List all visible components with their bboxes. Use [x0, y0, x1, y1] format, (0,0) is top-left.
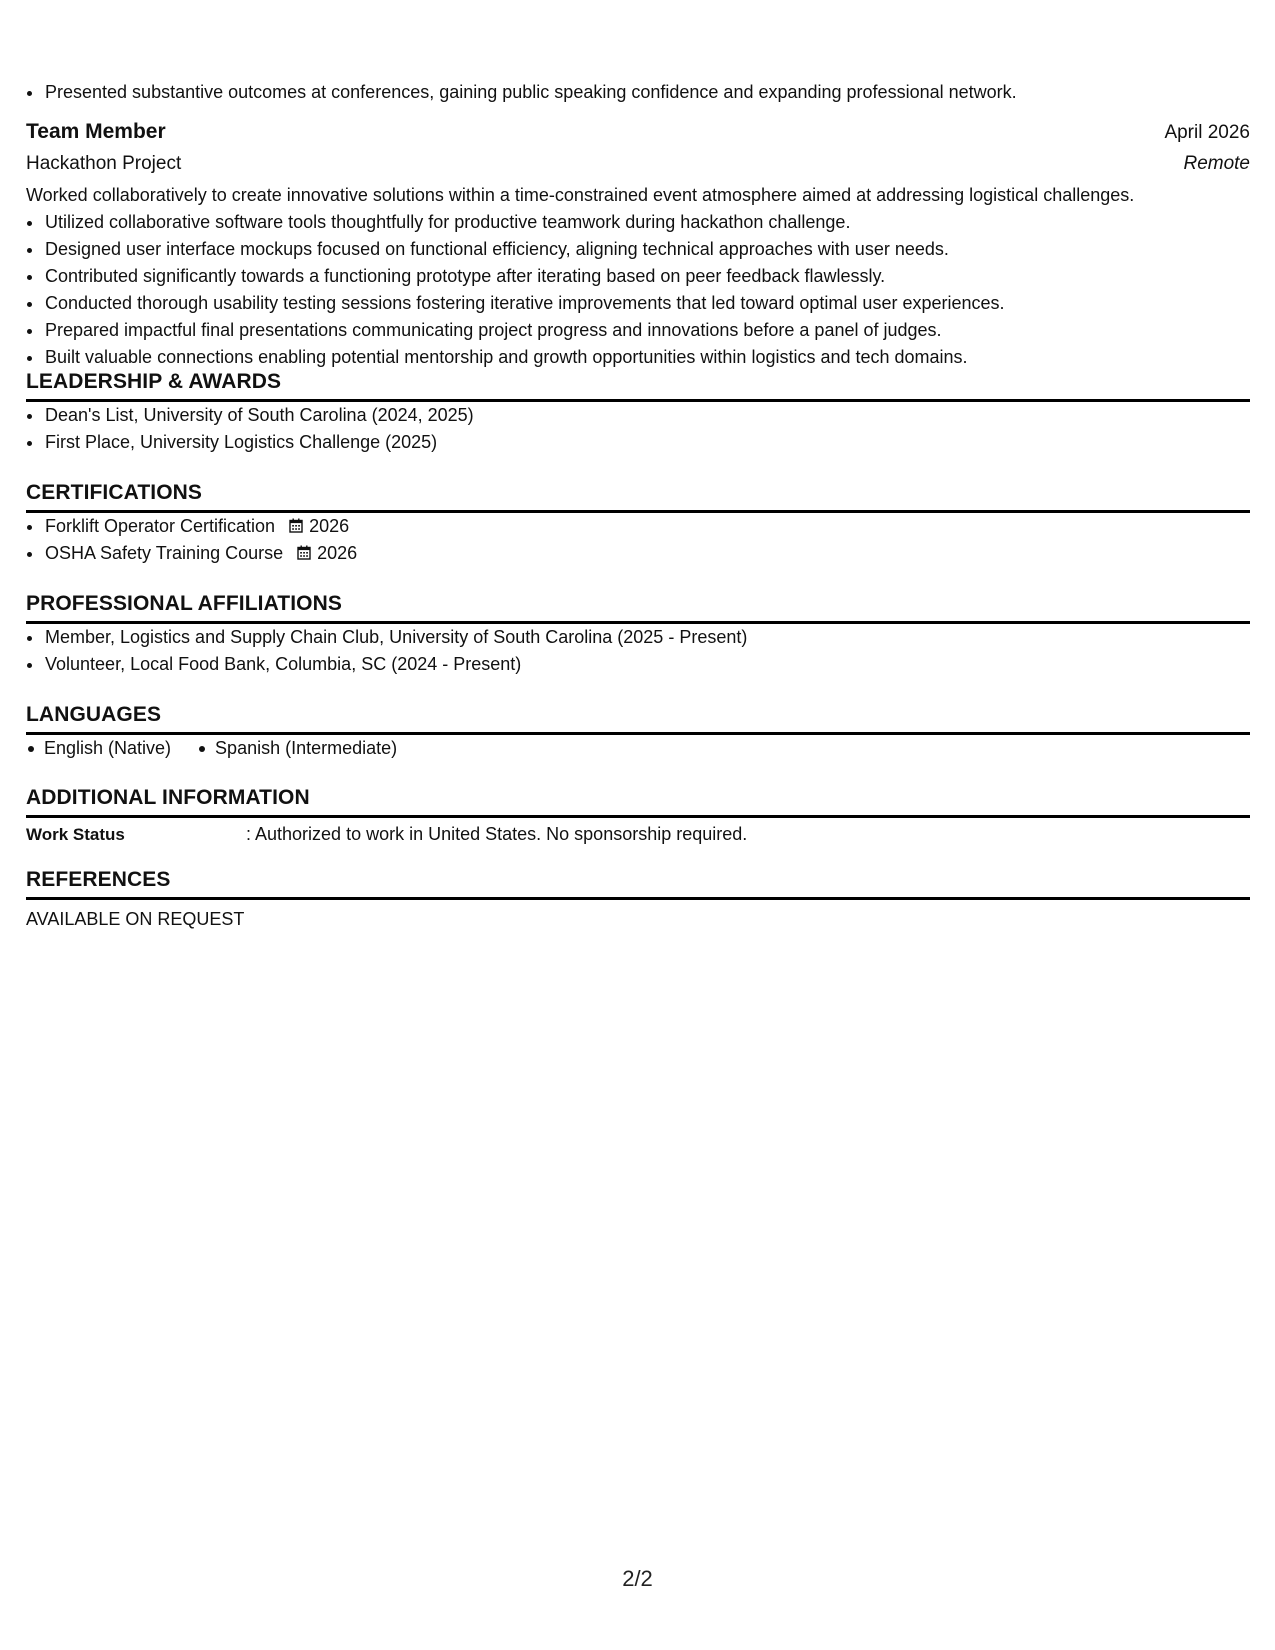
list-item: Spanish (Intermediate) — [197, 735, 397, 762]
calendar-icon — [297, 545, 311, 560]
certification-name: OSHA Safety Training Course — [45, 543, 284, 563]
role-bullets — [26, 209, 1250, 371]
section-title: LEADERSHIP & AWARDS — [26, 368, 1250, 402]
section-title: REFERENCES — [26, 866, 1250, 900]
work-status-row — [26, 821, 1250, 848]
list-item: • Prepared impactful final presentations communicating project progress and innovations before a panel of judges. — [44, 317, 1250, 344]
experience-entry — [26, 117, 1250, 371]
certification-name: Forklift Operator Certification — [45, 516, 276, 536]
section-title: LANGUAGES — [26, 701, 1250, 735]
work-status-label: Work Status — [26, 825, 125, 844]
continued-bullets — [26, 79, 1268, 106]
list-item — [44, 513, 1250, 540]
role-location: Remote — [1183, 153, 1250, 174]
list-item: • Utilized collaborative software tools thoughtfully for productive teamwork during hackathon challenge. — [44, 209, 1250, 236]
list-item: • Presented substantive outcomes at conferences, gaining public speaking confidence and expanding professional network. — [44, 79, 1268, 106]
role-date: April 2026 — [1164, 122, 1250, 143]
references-text: AVAILABLE ON REQUEST — [26, 909, 245, 929]
list-item: • First Place, University Logistics Challenge (2025) — [44, 429, 1250, 456]
role-subheader — [26, 148, 1250, 180]
resume-page — [26, 0, 1250, 1650]
calendar-icon — [289, 518, 303, 533]
role-summary: Worked collaboratively to create innovative solutions within a time-constrained event atmosphere aimed at addressing logistical challenges. — [26, 185, 1135, 205]
list-item — [44, 540, 1250, 567]
page-number: 2/2 — [622, 1566, 653, 1591]
list-item: • Built valuable connections enabling potential mentorship and growth opportunities within logistics and tech domains. — [44, 344, 1250, 371]
certification-year: 2026 — [317, 543, 358, 563]
list-item: • Volunteer, Local Food Bank, Columbia, SC (2024 - Present) — [44, 651, 1250, 678]
section-title: CERTIFICATIONS — [26, 479, 1250, 513]
section-title: ADDITIONAL INFORMATION — [26, 784, 1250, 818]
affiliations-list — [26, 624, 1250, 678]
list-item: • Contributed significantly towards a functioning prototype after iterating based on peer feedback flawlessly. — [44, 263, 1250, 290]
list-item: • Member, Logistics and Supply Chain Club, University of South Carolina (2025 - Present) — [44, 624, 1250, 651]
list-item: English (Native) — [26, 735, 171, 762]
section-certifications — [26, 479, 1250, 567]
section-title: PROFESSIONAL AFFILIATIONS — [26, 590, 1250, 624]
role-title: Team Member — [26, 120, 166, 143]
certifications-list — [26, 513, 1250, 567]
section-languages — [26, 701, 1250, 762]
role-organization: Hackathon Project — [26, 153, 182, 174]
list-item: • Designed user interface mockups focused on functional efficiency, aligning technical approaches with user needs. — [44, 236, 1250, 263]
section-leadership — [26, 368, 1250, 456]
section-additional-info — [26, 784, 1250, 848]
list-item: • Dean's List, University of South Carolina (2024, 2025) — [44, 402, 1250, 429]
section-references — [26, 866, 1250, 933]
list-item: • Conducted thorough usability testing sessions fostering iterative improvements that led toward optimal user experiences. — [44, 290, 1250, 317]
leadership-list — [26, 402, 1250, 456]
languages-list — [26, 735, 1250, 762]
certification-year: 2026 — [309, 516, 350, 536]
section-affiliations — [26, 590, 1250, 678]
role-header — [26, 117, 1250, 148]
work-status-value: : Authorized to work in United States. No sponsorship required. — [246, 824, 748, 844]
